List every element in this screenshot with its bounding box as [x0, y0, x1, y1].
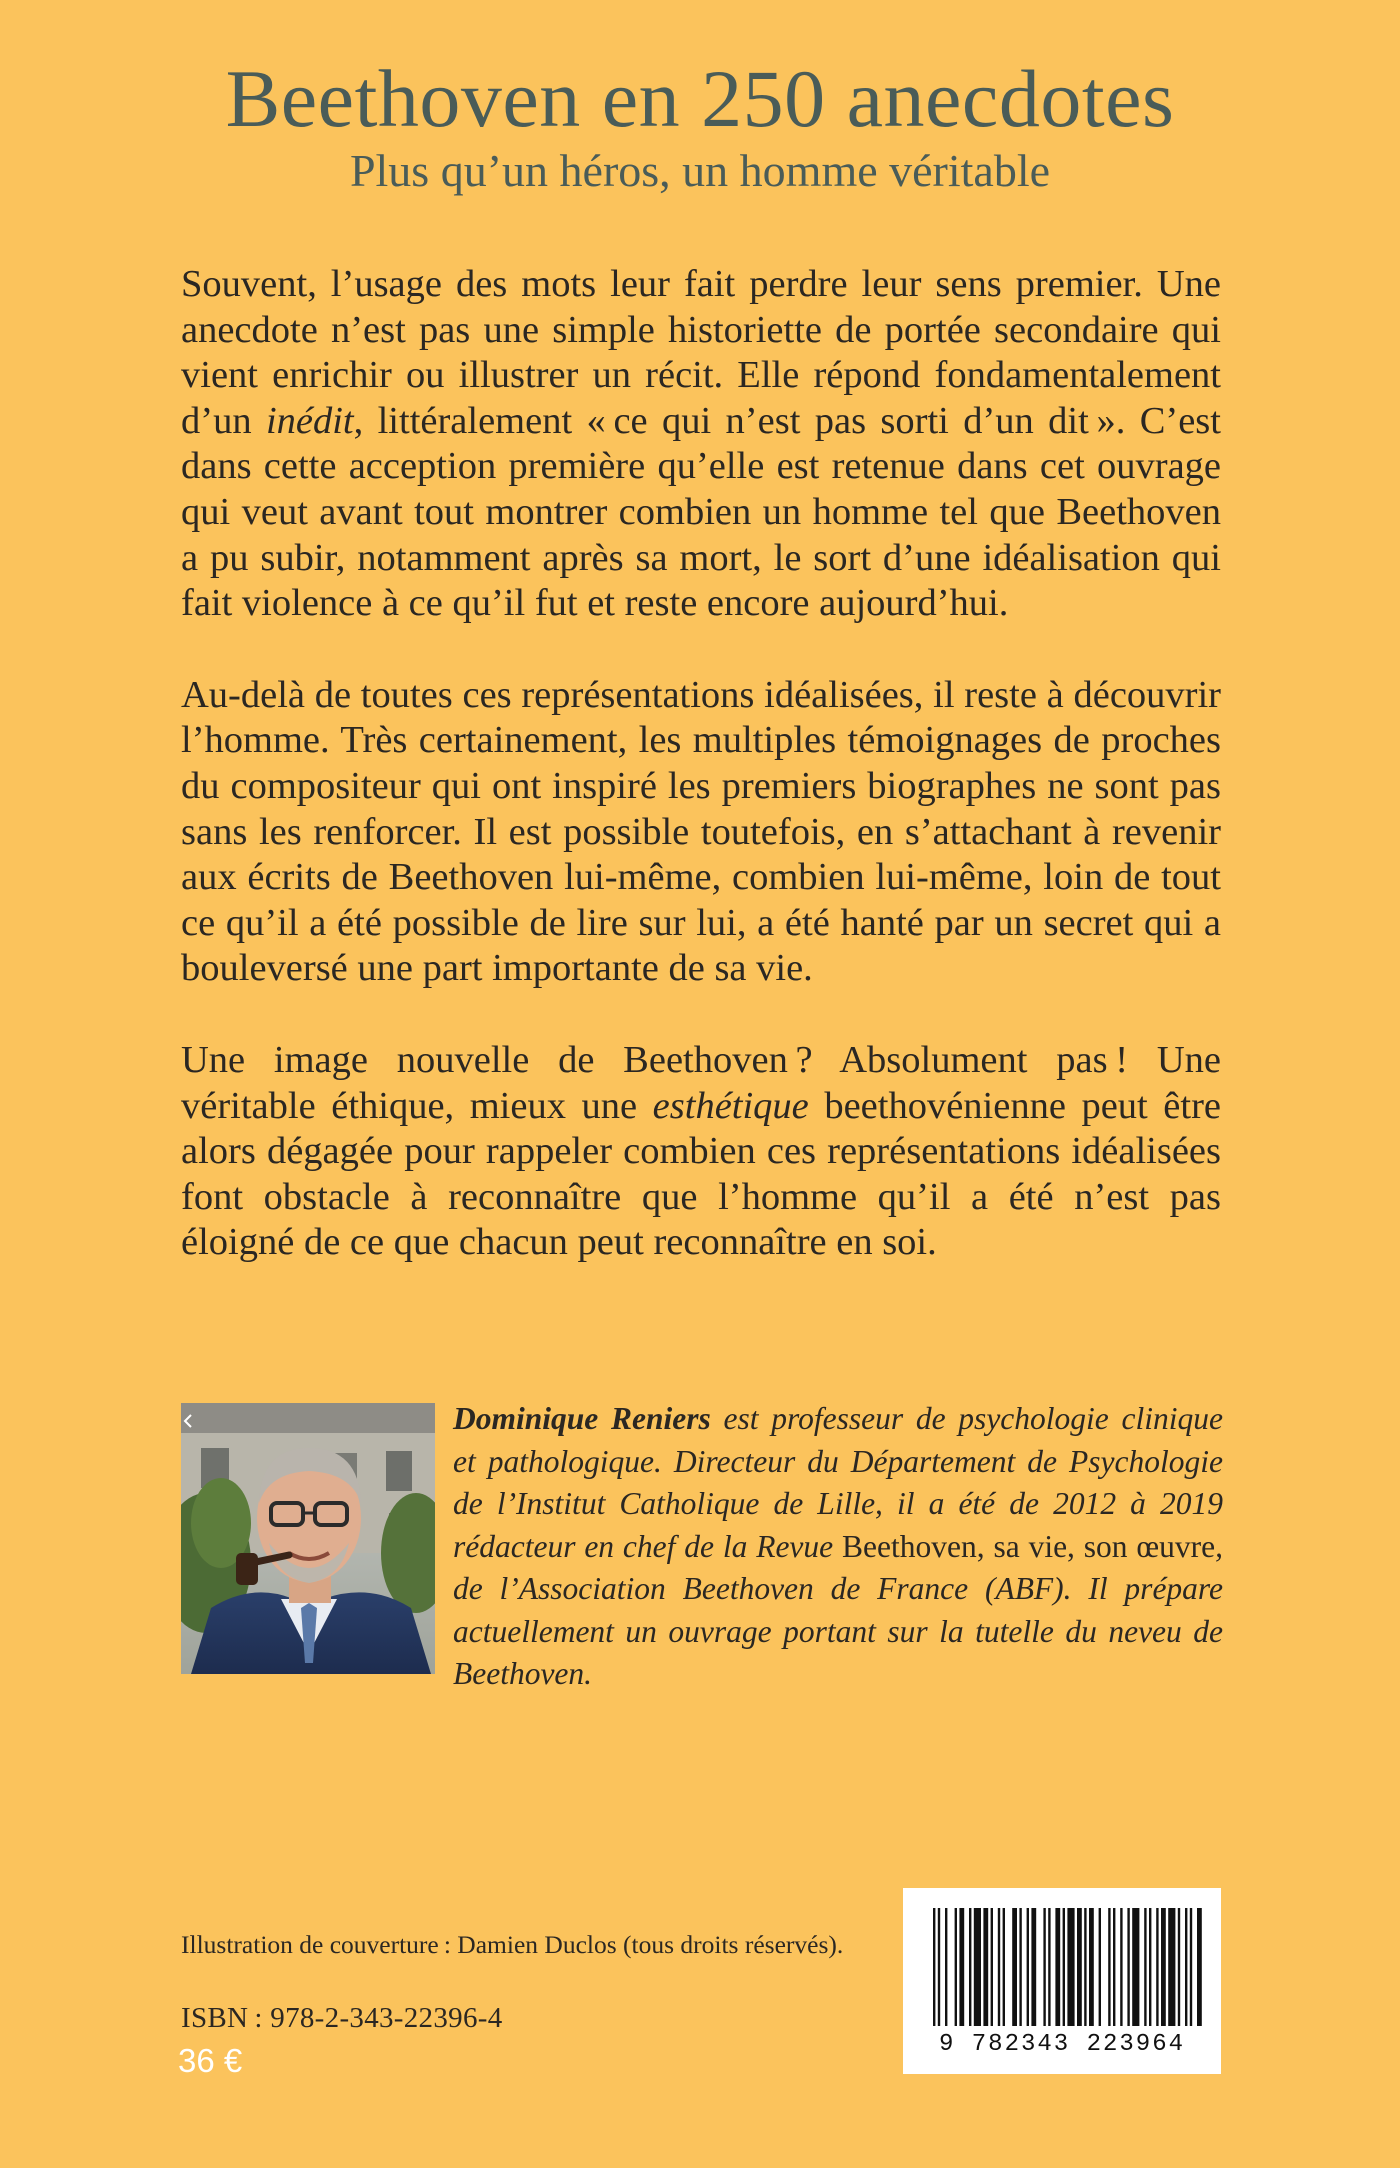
blurb [181, 262, 1221, 1312]
book-subtitle: Plus qu’un héros, un homme véritable [349, 145, 1051, 196]
blurb-paragraph-1: Souvent, l’usage des mots leur fait perdre leur sens premier. Une anecdote n’est pas une simple historiette de portée secondaire qui vient enrichir ou illustrer un récit. Elle répond fondamentalement d’un inédit, littéralement « ce qui n’est pas sorti d’un dit ». C’est dans cette acception première qu’elle est retenue dans cet ouvrage qui veut avant tout montrer combien un homme tel que Beethoven a pu subir, notamment après sa mort, le sort d’une idéalisation qui fait violence à ce qu’il fut et reste encore aujourd’hui. [181, 263, 1221, 625]
cover-illustration-credit: Illustration de couverture : Damien Duclos (tous droits réservés). [181, 1930, 844, 1959]
barcode [903, 1888, 1221, 2074]
price: 36 € [178, 2042, 243, 2079]
author-name: Dominique Reniers [453, 1401, 711, 1436]
author-photo [181, 1403, 435, 1674]
book-title: Beethoven en 250 anecdotes [225, 53, 1175, 144]
blurb-paragraph-2: Au-delà de toutes ces représentations idéalisées, il reste à découvrir l’homme. Très certainement, les multiples témoignages de proches du compositeur qui ont inspiré les premiers biographes ne sont pas sans les renforcer. Il est possible toutefois, en s’attachant à revenir aux écrits de Beethoven lui-même, combien lui-même, loin de tout ce qu’il a été possible de lire sur lui, a été hanté par un secret qui a bouleversé une part importante de sa vie. [181, 673, 1221, 990]
blurb-paragraph-3: Une image nouvelle de Beethoven ? Absolument pas ! Une véritable éthique, mieux une esthétique beethovénienne peut être alors dégagée pour rappeler combien ces représentations idéalisées font obstacle à reconnaître que l’homme qu’il a été n’est pas éloigné de ce que chacun peut reconnaître en soi. [181, 1038, 1221, 1264]
isbn: ISBN : 978-2-343-22396-4 [181, 2002, 503, 2034]
author-bio: Dominique Reniers est professeur de psychologie clinique et pathologique. Directeur du Département de Psychologie de l’Institut Catholique de Lille, il a été de 2012 à 2019 rédacteur en chef de la Revue Beethoven, sa vie, son œuvre, de l’Association Beethoven de France (ABF). Il prépare actuellement un ouvrage portant sur la tutelle du neveu de Beethoven. [453, 1401, 1224, 1691]
barcode-digits: 9 782343 223964 [938, 2031, 1186, 2058]
